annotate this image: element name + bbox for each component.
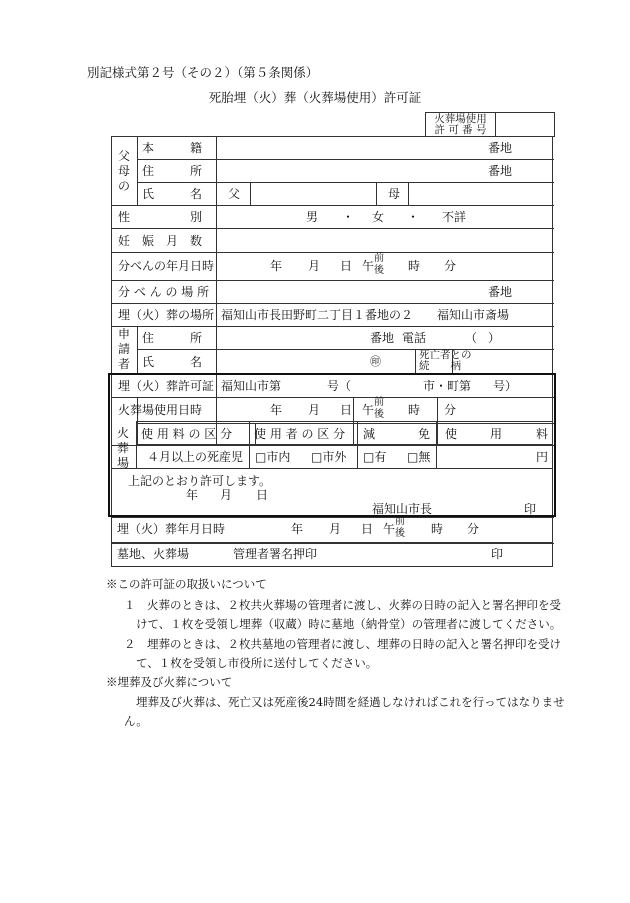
yen-label: 円	[536, 450, 549, 464]
burial-minute: 分	[467, 522, 480, 536]
rule	[408, 182, 409, 205]
out-city-checkbox[interactable]: □市外	[311, 450, 347, 464]
rule	[436, 421, 437, 468]
burial-place-label: 埋（火）葬の場所	[118, 308, 215, 322]
approval-text: 上記のとおり許可します。	[128, 474, 272, 488]
mother-label: 母	[388, 187, 401, 201]
crematorium-label-char: 火	[116, 426, 129, 440]
rule	[357, 421, 358, 468]
seal-mark: ㊞	[370, 355, 381, 368]
user-category-label: 使 用 者 の 区 分	[254, 427, 346, 441]
permit-number-label-line2: 許 可 番 号	[434, 123, 487, 136]
burial-datetime-row	[111, 517, 553, 543]
relation-label	[419, 350, 472, 372]
honseki-banchi: 番地	[488, 141, 513, 155]
rule	[112, 326, 554, 327]
exemption-char2: 免	[418, 427, 431, 441]
crem-ko: 後	[374, 409, 384, 420]
approval-month: 月	[220, 488, 233, 502]
permit-city: 福知山市第	[221, 379, 282, 393]
permit-label: 埋（火）葬許可証	[118, 379, 215, 393]
form-title: 別記様式第２号（その２）（第５条関係）	[87, 65, 319, 80]
mayor-label: 福知山市長	[372, 502, 433, 516]
father-label: 父	[228, 187, 241, 201]
note-2a: ２ 埋葬のときは、２枚共墓地の管理者に渡し、埋葬の日時の記入と署名押印を受け	[124, 637, 561, 651]
exemption-yes-checkbox[interactable]: □有	[363, 450, 387, 464]
exemption-no-checkbox[interactable]: □無	[407, 450, 431, 464]
relation-label-line2: 続 柄	[419, 360, 461, 372]
burial-ko: 後	[395, 528, 405, 539]
crematorium-group-label	[116, 426, 130, 471]
rule	[137, 326, 138, 374]
jusho-label: 住 所	[142, 164, 203, 178]
crematorium-label-char: 場	[116, 456, 129, 470]
note-heading-1: ※この許可証の取扱いについて	[106, 577, 267, 591]
crem-zen: 前	[374, 397, 384, 408]
birth-month: 月	[308, 259, 321, 273]
jusho-banchi: 番地	[488, 164, 513, 178]
birth-year: 年	[270, 259, 283, 273]
rule	[137, 137, 138, 205]
permit-go: 号（	[327, 379, 352, 393]
fee-char1: 使	[445, 427, 458, 441]
rule	[250, 182, 251, 205]
rule	[111, 468, 553, 469]
rule	[112, 228, 554, 229]
rule	[112, 280, 554, 281]
parents-group-label	[117, 149, 131, 194]
note-1a: １ 火葬のときは、２枚共火葬場の管理者に渡し、火葬の日時の記入と署名押印を受	[124, 598, 561, 612]
in-city-checkbox[interactable]: □市内	[255, 450, 291, 464]
sex-female: 女	[372, 210, 385, 224]
parents-label-char: 母	[117, 164, 130, 178]
stillbirth-label: ４月以上の死産児	[147, 450, 244, 464]
birth-datetime-label: 分べんの年月日時	[118, 259, 215, 273]
burial-hour: 時	[431, 522, 444, 536]
fee-char3: 料	[536, 427, 549, 441]
rule	[376, 182, 377, 205]
sex-dot: ・	[407, 210, 420, 224]
sex-unknown: 不詳	[442, 210, 467, 224]
applicant-label-char: 請	[117, 342, 130, 356]
note-heading-2: ※埋葬及び火葬について	[106, 675, 233, 689]
birth-day: 日	[340, 259, 353, 273]
burial-zen: 前	[395, 516, 405, 527]
birth-hour: 時	[408, 259, 421, 273]
burial-place-value: 福知山市長田野町二丁目１番地の２ 福知山市斎場	[221, 308, 510, 322]
permit-shi-cho: 市・町第	[423, 379, 472, 393]
birth-minute: 分	[444, 259, 457, 273]
honseki-label: 本 籍	[142, 141, 203, 155]
applicant-group-label	[117, 327, 131, 372]
rule	[112, 205, 554, 206]
applicant-phone: 電話	[402, 331, 427, 345]
birth-place-label: 分 べ ん の 場 所	[118, 285, 210, 299]
permit-number-box	[425, 112, 555, 137]
crem-day: 日	[340, 403, 353, 417]
manager-seal: 印	[491, 547, 504, 561]
fee-char2: 用	[490, 427, 503, 441]
pregnancy-months-label: 妊 娠 月 数	[118, 234, 203, 248]
permit-go-close: 号）	[493, 379, 518, 393]
birth-place-banchi: 番地	[488, 285, 513, 299]
manager-label: 墓地、火葬場	[117, 547, 190, 561]
applicant-jusho-label: 住 所	[142, 331, 203, 345]
manager-sign-label: 管理者署名押印	[233, 547, 318, 561]
applicant-shimei-label: 氏 名	[142, 355, 203, 369]
document-title: 死胎埋（火）葬（火葬場使用）許可証	[208, 90, 422, 105]
burial-day: 日	[361, 522, 374, 536]
crematorium-label-char: 葬	[116, 441, 129, 455]
rule	[136, 444, 553, 445]
approval-year: 年	[186, 488, 199, 502]
rule	[137, 182, 554, 183]
rule	[112, 252, 554, 253]
rule	[137, 159, 554, 160]
note-1b: けて、１枚を受領し埋葬（収蔵）時に墓地（納骨堂）の管理者に渡してください。	[136, 617, 562, 631]
approval-day: 日	[256, 488, 269, 502]
rule	[136, 421, 137, 468]
applicant-label-char: 申	[117, 327, 130, 341]
fee-category-label: 使 用 料 の 区 分	[141, 427, 233, 441]
burial-month: 月	[329, 522, 342, 536]
applicant-banchi: 番地	[370, 331, 395, 345]
crematorium-block	[111, 396, 553, 470]
rule	[137, 349, 554, 350]
sex-label: 性 別	[118, 210, 203, 224]
phone-paren-open: （	[465, 331, 478, 345]
sex-dot: ・	[342, 210, 355, 224]
rule	[415, 349, 416, 374]
rule	[249, 421, 250, 468]
note-para-2: ん。	[124, 714, 148, 728]
note-2b: て、１枚を受領し市役所に送付してください。	[136, 656, 378, 670]
permit-number-label	[426, 113, 496, 136]
crem-hour: 時	[408, 403, 421, 417]
rule	[136, 421, 553, 422]
crem-month: 月	[308, 403, 321, 417]
parents-label-char: の	[117, 179, 130, 193]
burial-go: 午	[383, 522, 396, 536]
birth-ko: 後	[374, 265, 384, 276]
relation-label-line1: 死亡者との	[419, 349, 472, 361]
birth-zen: 前	[374, 253, 384, 264]
burial-year: 年	[291, 522, 304, 536]
burial-datetime-label: 埋（火）葬年月日時	[117, 522, 226, 536]
rule	[216, 137, 217, 397]
sex-male: 男	[306, 210, 319, 224]
crem-go: 午	[362, 403, 375, 417]
permit-number-label-line1: 火葬場使用	[434, 113, 487, 125]
crem-year: 年	[270, 403, 283, 417]
parents-label-char: 父	[117, 149, 130, 163]
crematorium-datetime-label: 火葬場使用日時	[118, 403, 203, 417]
exemption-char1: 減	[363, 427, 376, 441]
birth-go: 午	[362, 259, 375, 273]
crem-minute: 分	[444, 403, 457, 417]
mayor-seal: 印	[524, 502, 537, 516]
shimei-label: 氏 名	[142, 187, 203, 201]
phone-paren-close: ）	[488, 331, 501, 345]
note-para-1: 埋葬及び火葬は、死亡又は死産後24時間を経過しなければこれを行ってはなりませ	[136, 695, 565, 709]
applicant-label-char: 者	[117, 357, 130, 371]
manager-row	[111, 542, 553, 567]
rule	[112, 303, 554, 304]
